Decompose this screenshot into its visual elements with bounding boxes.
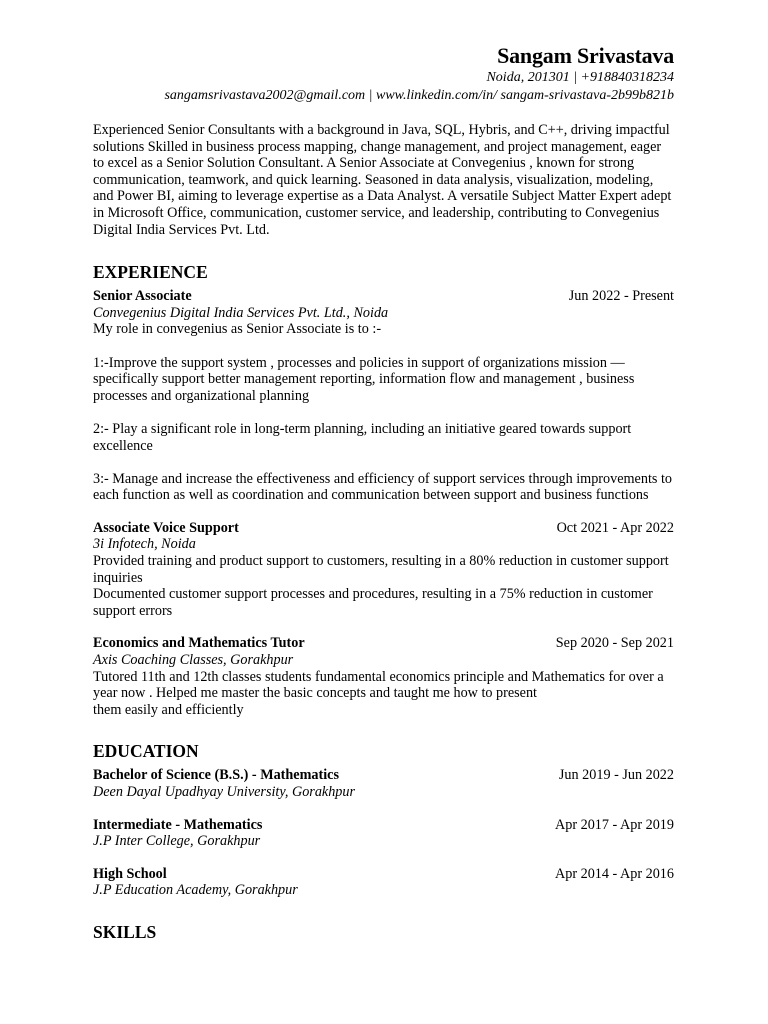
- section-title-education: EDUCATION: [93, 741, 199, 762]
- job-intro: My role in convegenius as Senior Associate is to :-: [93, 321, 382, 338]
- professional-summary: Experienced Senior Consultants with a background in Java, SQL, Hybris, and C++, driving impactful solutions Skilled in business process mapping, change management, and project management, eager to excel as a Senior Solution Consultant. A Senior Associate at Convegenius , known for strong communication, teamwork, and quick learning. Seasoned in data analysis, visualization, modeling, and Power BI, aiming to leverage expertise as a Data Analyst. A versatile Subject Matter Expert adept in Microsoft Office, communication, customer service, and leadership, contributing to Convegenius Digital India Services Pvt. Ltd.: [93, 122, 672, 238]
- job-point: Tutored 11th and 12th classes students fundamental economics principle and Mathematics for over a year now . Helped me master the basic concepts and taught me how to present them easily and efficiently: [93, 668, 664, 718]
- education-dates: Jun 2019 - Jun 2022: [558, 767, 674, 784]
- education-school: J.P Inter College, Gorakhpur: [93, 833, 261, 850]
- education-degree: High School: [93, 865, 167, 882]
- section-title-experience: EXPERIENCE: [93, 262, 208, 283]
- education-entry: [93, 866, 674, 899]
- education-list: [93, 767, 674, 899]
- job-role: Senior Associate: [93, 288, 192, 305]
- education-degree: Bachelor of Science (B.S.) - Mathematics: [93, 767, 339, 784]
- resume-header: [93, 43, 674, 105]
- education-entry: [93, 767, 674, 800]
- job-point: 1:-Improve the support system , processes and policies in support of organizations mission — specifically support better management reporting, information flow and management , business processes and organizational planning: [93, 354, 635, 404]
- education-degree: Intermediate - Mathematics: [93, 816, 263, 833]
- education-school: Deen Dayal Upadhyay University, Gorakhpur: [93, 784, 356, 800]
- education-school: J.P Education Academy, Gorakhpur: [93, 882, 298, 899]
- job-dates: Sep 2020 - Sep 2021: [555, 635, 674, 652]
- resume-page: [93, 43, 674, 948]
- email-linkedin: sangamsrivastava2002@gmail.com | www.linkedin.com/in/ sangam-srivastava-2b99b821b: [164, 88, 674, 103]
- education-dates: Apr 2014 - Apr 2016: [554, 865, 674, 882]
- job-dates: Jun 2022 - Present: [568, 288, 674, 305]
- job-role: Associate Voice Support: [93, 519, 239, 536]
- job-point: 2:- Play a significant role in long-term planning, including an initiative geared towards support excellence: [93, 420, 632, 454]
- job-point: Provided training and product support to customers, resulting in a 80% reduction in customer support inquiries: [93, 553, 669, 586]
- education-entry: [93, 817, 674, 850]
- experience-entry: [93, 520, 674, 620]
- section-title-skills: SKILLS: [93, 921, 157, 942]
- job-dates: Oct 2021 - Apr 2022: [556, 519, 674, 536]
- job-organization: Axis Coaching Classes, Gorakhpur: [93, 652, 294, 669]
- experience-entry: [93, 635, 674, 718]
- job-point: Documented customer support processes and procedures, resulting in a 75% reduction in customer support errors: [93, 586, 653, 619]
- candidate-name: Sangam Srivastava: [497, 43, 674, 68]
- education-dates: Apr 2017 - Apr 2019: [554, 816, 674, 833]
- job-organization: Convegenius Digital India Services Pvt. Ltd., Noida: [93, 304, 389, 321]
- job-organization: 3i Infotech, Noida: [93, 536, 196, 553]
- job-role: Economics and Mathematics Tutor: [93, 635, 305, 652]
- job-point: 3:- Manage and increase the effectiveness and efficiency of support services through improvements to each function as well as coordination and communication between support and business functions: [93, 470, 672, 504]
- experience-entry: [93, 288, 674, 504]
- location-phone: Noida, 201301 | +918840318234: [486, 70, 674, 85]
